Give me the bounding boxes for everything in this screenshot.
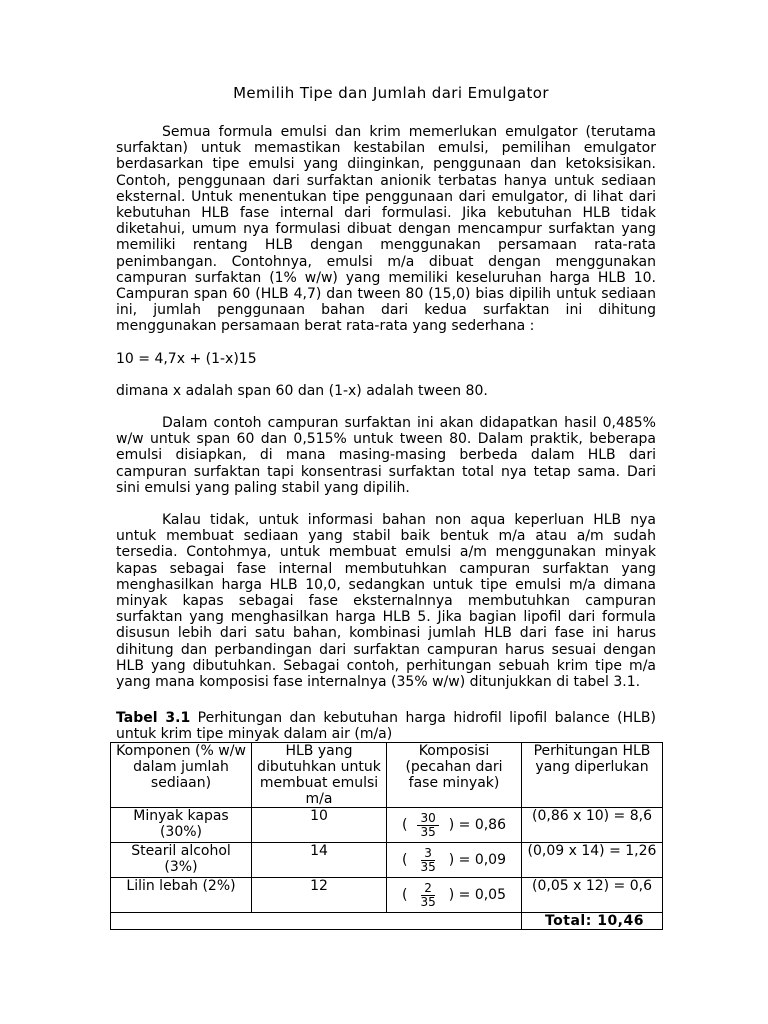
paragraph-intro: Semua formula emulsi dan krim memerlukan emulgator (terutama surfaktan) untuk memastikan kestabilan emulsi, pemilihan emulgator berdasarkan tipe emulsi yang diinginkan, penggunaan dan ketoksisikan. Contoh, penggunaan dari surfaktan anionik terbatas hanya untuk sediaan eksternal. Untuk menentukan tipe penggunaan dari emulgator, di lihat dari kebutuhan HLB fase internal dari formulasi. Jika kebutuhan HLB tidak diketahui, umum nya formulasi dibuat dengan mencampur surfaktan yang memiliki rentang HLB dengan menggunakan persamaan rata-rata penimbangan. Contohnya, emulsi m/a dibuat dengan menggunakan campuran surfaktan (1% w/w) yang memiliki keseluruhan harga HLB 10. Campuran span 60 (HLB 4,7) dan tween 80 (15,0) bias dipilih untuk sediaan ini, jumlah penggunaan bahan dari kedua surfaktan ini dihitung menggunakan persamaan berat rata-rata yang sederhana : [116,124,656,335]
header-composition: Komposisi (pecahan dari fase minyak) [387,743,522,808]
table-row [111,878,663,913]
table-row [111,843,663,878]
fraction-denominator: 35 [420,859,436,874]
cell-component: Minyak kapas (30%) [111,808,252,843]
fraction-result: ) = 0,86 [448,817,506,834]
cell-component: Lilin lebah (2%) [111,878,252,913]
cell-hlb: 12 [252,878,387,913]
cell-composition [387,878,522,913]
cell-hlb: 14 [252,843,387,878]
table-caption [116,710,656,742]
fraction [417,882,438,909]
fraction [417,812,438,839]
table-row [111,808,663,843]
fraction-denominator: 35 [420,894,436,909]
total-empty-cell [111,913,522,930]
hlb-table [110,742,663,930]
cell-calculation: (0,86 x 10) = 8,6 [522,808,663,843]
fraction-numerator: 30 [417,812,438,826]
cell-hlb: 10 [252,808,387,843]
fraction [417,847,438,874]
open-paren: ( [401,852,408,869]
fraction-result: ) = 0,05 [448,887,506,904]
cell-composition [387,808,522,843]
cell-component: Stearil alcohol (3%) [111,843,252,878]
fraction-result: ) = 0,09 [448,852,506,869]
table-caption-label: Tabel 3.1 [116,710,191,727]
table-total-row [111,913,663,930]
header-component: Komponen (% w/w dalam jumlah sediaan) [111,743,252,808]
cell-composition [387,843,522,878]
page-title: Memilih Tipe dan Jumlah dari Emulgator [233,84,549,102]
cell-calculation: (0,05 x 12) = 0,6 [522,878,663,913]
paragraph-definition: dimana x adalah span 60 dan (1-x) adalah tween 80. [116,382,488,399]
table-caption-text: Perhitungan dan kebutuhan harga hidrofil lipofil balance (HLB) untuk krim tipe minyak dalam air (m/a) [116,710,656,743]
open-paren: ( [401,887,408,904]
header-hlb: HLB yang dibutuhkan untuk membuat emulsi m/a [252,743,387,808]
fraction-numerator: 2 [421,882,435,896]
equation: 10 = 4,7x + (1-x)15 [116,350,257,367]
paragraph-hlb-info: Kalau tidak, untuk informasi bahan non aqua keperluan HLB nya untuk membuat sediaan yang stabil baik bentuk m/a atau a/m sudah tersedia. Contohmya, untuk membuat emulsi a/m menggunakan minyak kapas sebagai fase internal membutuhkan campuran surfaktan yang menghasilkan harga HLB 10,0, sedangkan untuk tipe emulsi m/a dimana minyak kapas sebagai fase eksternalnnya membutuhkan campuran surfaktan yang menghasilkan harga HLB 5. Jika bagian lipofil dari formula disusun lebih dari satu bahan, kombinasi jumlah HLB dari fase ini harus dihitung dan perbandingan dari surfaktan campuran harus sesuai dengan HLB yang dibutuhkan. Sebagai contoh, perhitungan sebuah krim tipe m/a yang mana komposisi fase internalnya (35% w/w) ditunjukkan di tabel 3.1. [116,512,656,691]
paragraph-example-result: Dalam contoh campuran surfaktan ini akan didapatkan hasil 0,485% w/w untuk span 60 dan 0,515% untuk tween 80. Dalam praktik, beberapa emulsi disiapkan, di mana masing-masing berbeda dalam HLB dari campuran surfaktan tapi konsentrasi surfaktan total nya tetap sama. Dari sini emulsi yang paling stabil yang dipilih. [116,415,656,496]
open-paren: ( [401,817,408,834]
header-calculation: Perhitungan HLB yang diperlukan [522,743,663,808]
cell-calculation: (0,09 x 14) = 1,26 [522,843,663,878]
table-header-row [111,743,663,808]
fraction-numerator: 3 [421,847,435,861]
cell-total: Total: 10,46 [522,913,663,930]
fraction-denominator: 35 [420,824,436,839]
